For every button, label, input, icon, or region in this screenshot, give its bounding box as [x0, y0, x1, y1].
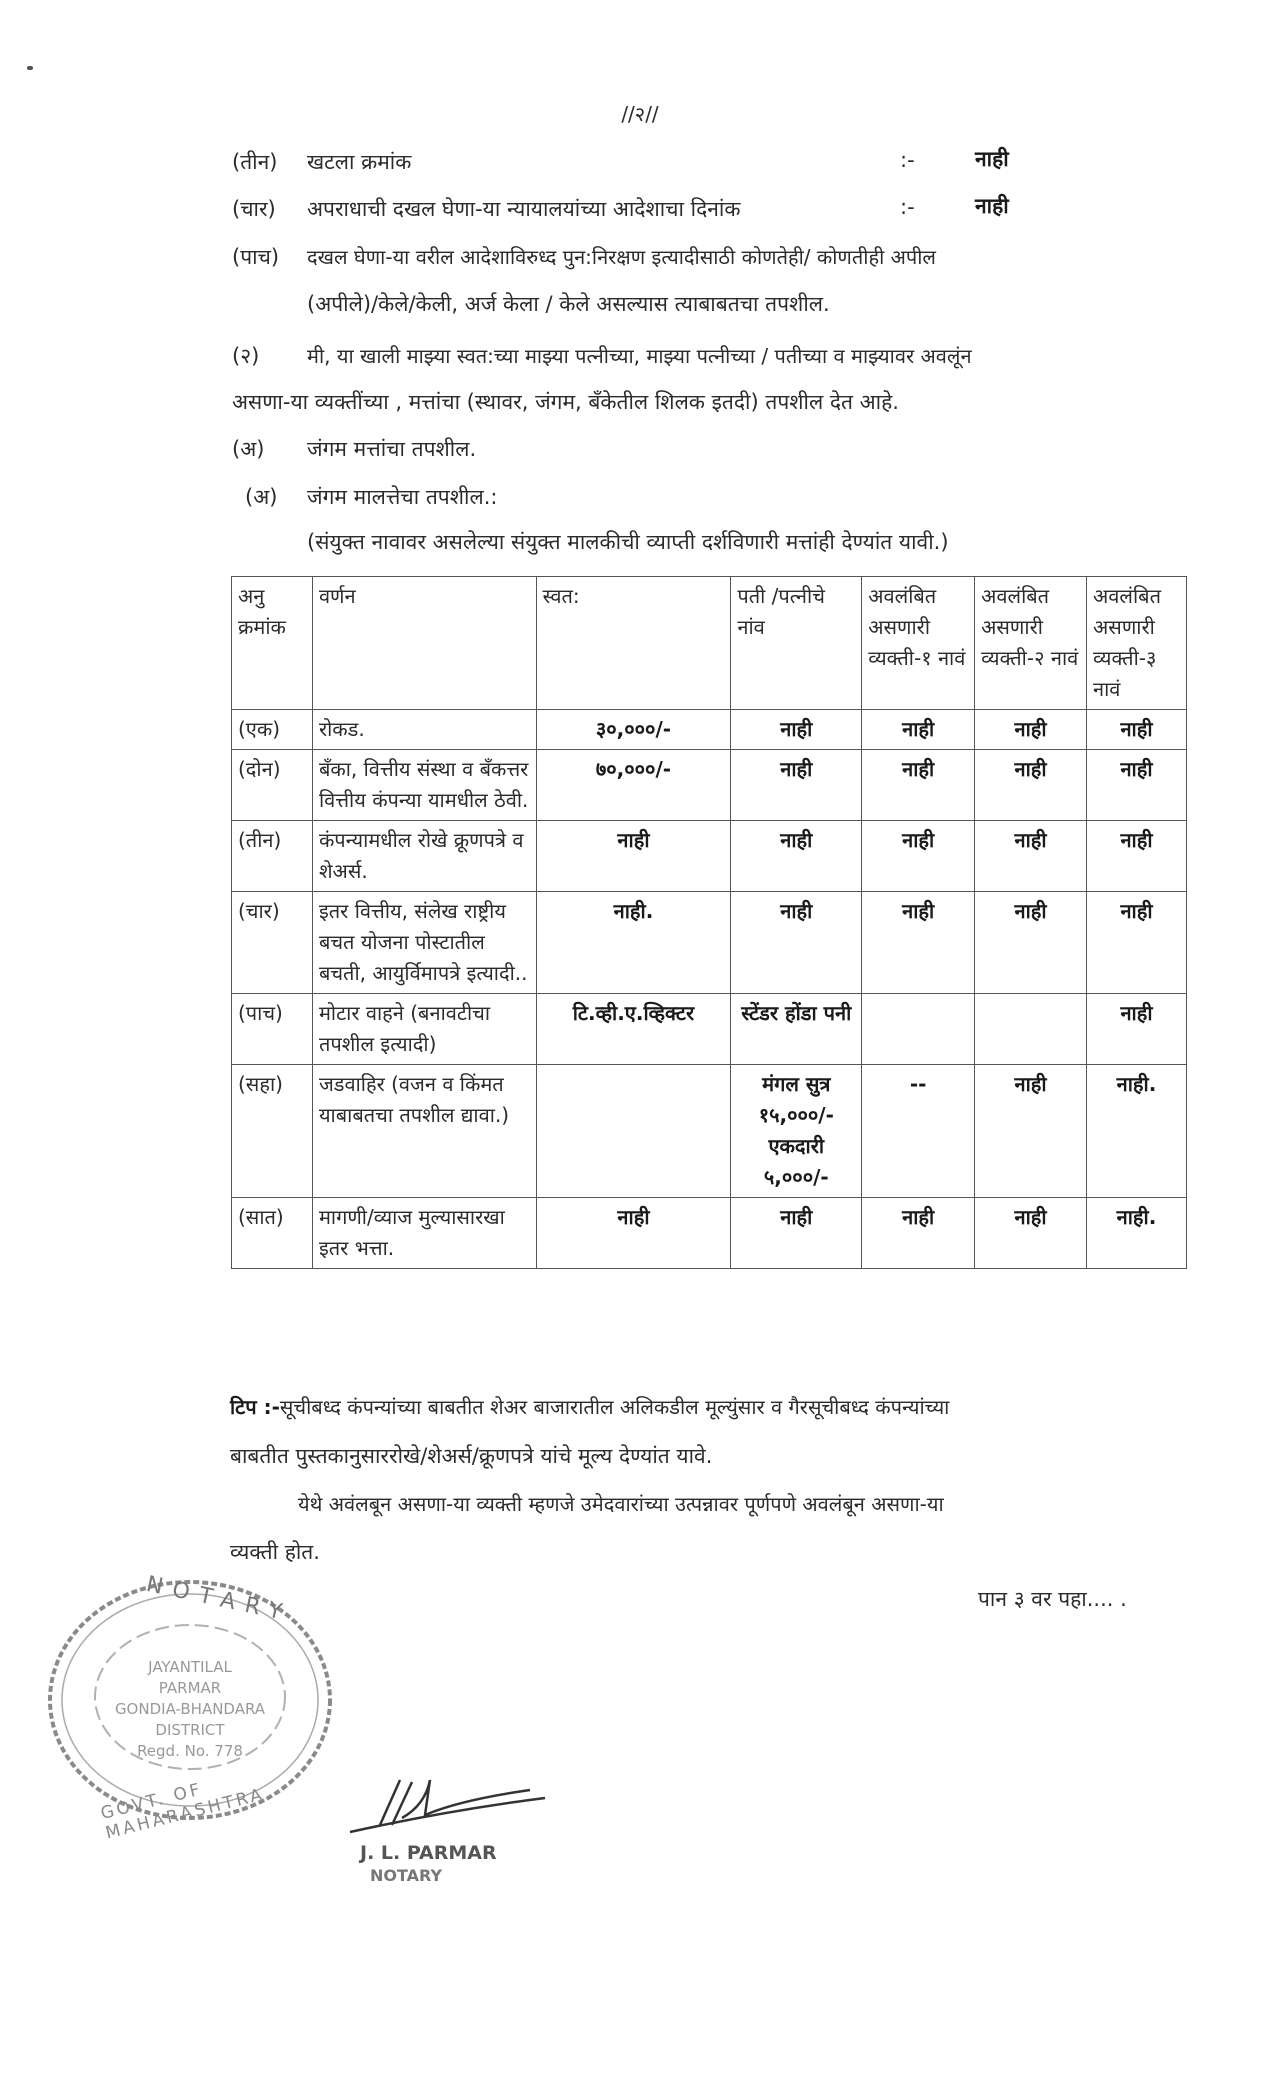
header-serial: अनु क्रमांक — [232, 577, 313, 710]
item-text: दखल घेणा-या वरील आदेशाविरुध्द पुन:निरक्षण इत्यादीसाठी कोणतेही/ कोणतीही अपील — [307, 245, 936, 269]
para-line: मी, या खाली माझ्या स्वत:च्या माझ्या पत्नीच्या, माझ्या पत्नीच्या / पतीच्या व माझ्यावर अवलूंन — [307, 344, 972, 368]
cell-dependent-3: नाही — [1087, 821, 1187, 892]
cell-dependent-2: नाही — [975, 1065, 1087, 1198]
cell-dependent-1: नाही — [862, 710, 975, 750]
table-header-row — [232, 577, 1187, 710]
item-text: अपराधाची दखल घेणा-या न्यायालयांच्या आदेशाचा दिनांक — [307, 197, 741, 221]
tip-text: सूचीबध्द कंपन्यांच्या बाबतीत शेअर बाजारातील अलिकडील मूल्युंसार व गैरसूचीबध्द कंपन्यांच्या — [279, 1395, 950, 1419]
cell-dependent-1: -- — [862, 1065, 975, 1198]
stamp-title: NOTARY — [144, 1571, 294, 1628]
item-text-continued: (अपीले)/केले/केली, अर्ज केला / केले असल्यास त्याबाबतचा तपशील. — [307, 292, 830, 316]
para-line: असणा-या व्यक्तींच्या , मत्तांचा (स्थावर, जंगम, बँकेतील शिलक इतदी) तपशील देत आहे. — [232, 390, 899, 414]
table-row — [232, 821, 1187, 892]
stamp-line: Regd. No. 778 — [137, 1742, 243, 1760]
cell-dependent-3: नाही. — [1087, 1198, 1187, 1269]
cell-serial: (तीन) — [232, 821, 313, 892]
cell-serial: (दोन) — [232, 750, 313, 821]
notary-title: NOTARY — [370, 1866, 443, 1885]
item-text: खटला क्रमांक — [307, 150, 412, 174]
stamp-line: PARMAR — [158, 1679, 222, 1697]
header-dependent-3: अवलंबित असणारी व्यक्ती-३ नावं — [1087, 577, 1187, 710]
cell-spouse: मंगल सुत्र १५,०००/- एकदारी ५,०००/- — [731, 1065, 862, 1198]
cell-dependent-2: नाही — [975, 750, 1087, 821]
cell-spouse: नाही — [731, 892, 862, 994]
section-title: जंगम मालत्तेचा तपशील.: — [307, 485, 498, 509]
cell-description: कंपन्यामधील रोखे क्रूणपत्रे व शेअर्स. — [312, 821, 536, 892]
cell-serial: (पाच) — [232, 994, 313, 1065]
cell-description: बँका, वित्तीय संस्था व बँकत्तर वित्तीय कंपन्या यामधील ठेवी. — [312, 750, 536, 821]
notary-stamp — [40, 1571, 340, 1844]
cell-spouse: नाही — [731, 821, 862, 892]
cell-description: जडवाहिर (वजन व किंमत याबाबतचा तपशील द्यावा.) — [312, 1065, 536, 1198]
tip-label: टिप :- — [230, 1395, 280, 1419]
table-row — [232, 1198, 1187, 1269]
tip-text-continued: बाबतीत पुस्तकानुसाररोखे/शेअर्स/क्रूणपत्रे यांचे मूल्य देण्यांत यावे. — [230, 1444, 713, 1468]
page-number: //२// — [621, 102, 659, 126]
movable-assets-table — [231, 576, 1187, 1269]
item-value: नाही — [975, 194, 1009, 218]
table-row — [232, 994, 1187, 1065]
cell-dependent-1: नाही — [862, 750, 975, 821]
table-row — [232, 710, 1187, 750]
cell-spouse: नाही — [731, 1198, 862, 1269]
cell-dependent-3: नाही — [1087, 750, 1187, 821]
signature-scribble-icon — [330, 1770, 560, 1840]
cell-self: नाही. — [536, 892, 731, 994]
header-dependent-2: अवलंबित असणारी व्यक्ती-२ नावं — [975, 577, 1087, 710]
cell-self: टि.व्ही.ए.व्हिक्टर — [536, 994, 731, 1065]
header-spouse: पती /पत्नीचे नांव — [731, 577, 862, 710]
item-separator: :- — [900, 148, 915, 172]
para-label: (२) — [232, 344, 260, 368]
table-row — [232, 1065, 1187, 1198]
table-row — [232, 892, 1187, 994]
table-row — [232, 750, 1187, 821]
cell-dependent-1: नाही — [862, 1198, 975, 1269]
cell-serial: (चार) — [232, 892, 313, 994]
stamp-bottom: GOVT. OF MAHARASHTRA — [98, 1779, 267, 1844]
cell-serial: (सात) — [232, 1198, 313, 1269]
item-label: (चार) — [232, 197, 276, 221]
cell-dependent-1: नाही — [862, 821, 975, 892]
cell-dependent-2 — [975, 994, 1087, 1065]
header-description: वर्णन — [312, 577, 536, 710]
header-dependent-1: अवलंबित असणारी व्यक्ती-१ नावं — [862, 577, 975, 710]
cell-self: नाही — [536, 1198, 731, 1269]
section-label: (अ) — [245, 485, 278, 509]
item-separator: :- — [900, 195, 915, 219]
cell-description: इतर वित्तीय, संलेख राष्ट्रीय बचत योजना पोस्टातील बचती, आयुर्विमापत्रे इत्यादी.. — [312, 892, 536, 994]
tip-paragraph — [230, 1393, 949, 1420]
cell-dependent-2: नाही — [975, 710, 1087, 750]
cell-description: मागणी/व्याज मुल्यासारखा इतर भत्ता. — [312, 1198, 536, 1269]
cell-description: मोटार वाहने (बनावटीचा तपशील इत्यादी) — [312, 994, 536, 1065]
dependent-note-continued: व्यक्ती होत. — [230, 1540, 320, 1564]
notary-signature — [330, 1770, 560, 1885]
dependent-note: येथे अवंलबून असणा-या व्यक्ती म्हणजे उमेदवारांच्या उत्पन्नावर पूर्णपणे अवलंबून असणा-या — [298, 1492, 944, 1516]
continued-on-next-page: पान ३ वर पहा.... . — [978, 1587, 1127, 1611]
item-label: (पाच) — [232, 245, 280, 269]
cell-description: रोकड. — [312, 710, 536, 750]
header-self: स्वत: — [536, 577, 731, 710]
section-label: (अ) — [232, 437, 265, 461]
section-title: जंगम मत्तांचा तपशील. — [307, 437, 477, 461]
cell-spouse: नाही — [731, 710, 862, 750]
stamp-line: DISTRICT — [155, 1721, 225, 1739]
cell-serial: (सहा) — [232, 1065, 313, 1198]
cell-dependent-2: नाही — [975, 821, 1087, 892]
cell-spouse: स्टेंडर होंडा पनी — [731, 994, 862, 1065]
notary-name: J. L. PARMAR — [360, 1842, 497, 1864]
cell-self: ७०,०००/- — [536, 750, 731, 821]
cell-dependent-1: नाही — [862, 892, 975, 994]
cell-self: ३०,०००/- — [536, 710, 731, 750]
joint-ownership-note: (संयुक्त नावावर असलेल्या संयुक्त मालकीची व्याप्ती दर्शविणारी मत्तांही देण्यांत यावी.) — [307, 530, 949, 554]
cell-dependent-2: नाही — [975, 892, 1087, 994]
stamp-details — [40, 1657, 340, 1762]
cell-dependent-2: नाही — [975, 1198, 1087, 1269]
cell-spouse: नाही — [731, 750, 862, 821]
cell-serial: (एक) — [232, 710, 313, 750]
item-value: नाही — [975, 147, 1009, 171]
cell-dependent-1 — [862, 994, 975, 1065]
stamp-line: GONDIA-BHANDARA — [114, 1700, 266, 1718]
item-label: (तीन) — [232, 150, 278, 174]
cell-dependent-3: नाही. — [1087, 1065, 1187, 1198]
cell-dependent-3: नाही — [1087, 892, 1187, 994]
stamp-line: JAYANTILAL — [148, 1658, 232, 1676]
scan-speck — [27, 66, 33, 70]
cell-self — [536, 1065, 731, 1198]
cell-dependent-3: नाही — [1087, 710, 1187, 750]
cell-self: नाही — [536, 821, 731, 892]
cell-dependent-3: नाही — [1087, 994, 1187, 1065]
